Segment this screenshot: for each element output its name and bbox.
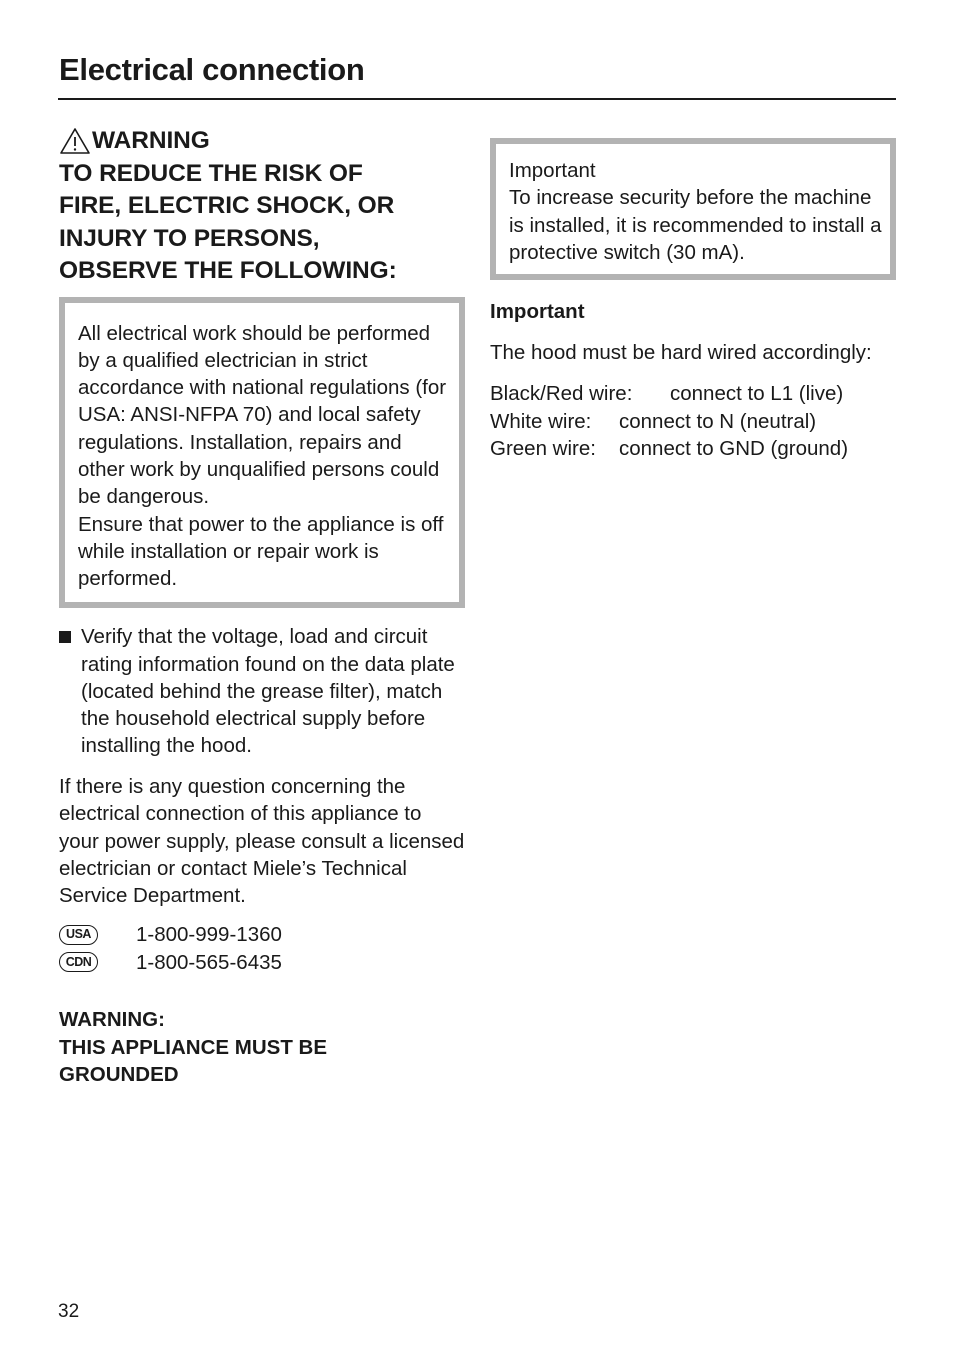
wire-list: [490, 380, 896, 461]
warning-line: INJURY TO PERSONS,: [59, 224, 320, 252]
grounding-warning-line: THIS APPLIANCE MUST BE: [59, 1035, 328, 1059]
wire-row: [490, 408, 896, 435]
notice-text: To increase security before the machine is installed, it is recommended to install a protective switch (30 mA).: [509, 186, 882, 264]
phone-number: 1-800-565-6435: [136, 950, 282, 974]
wire-row: [490, 380, 896, 407]
grounding-warning-line: GROUNDED: [59, 1063, 179, 1087]
notice-text-power-off: Ensure that power to the appliance is off while installation or repair work is performed.: [78, 512, 444, 591]
wire-row: [490, 435, 896, 462]
page-number: 32: [58, 1301, 80, 1322]
wire-connection: connect to L1 (live): [670, 382, 844, 406]
warning-line: TO REDUCE THE RISK OF: [59, 159, 363, 187]
right-column: [490, 138, 896, 462]
wire-label: Black/Red wire:: [490, 382, 633, 406]
warning-line: OBSERVE THE FOLLOWING:: [59, 257, 397, 284]
notice-text-qualified: All electrical work should be performed by a qualified electrician in strict accordance with national regulations (for USA: ANSI-NFPA 70) and local safety regulations. Installation, repairs and other work by unqualified persons could be dangerous.: [78, 321, 447, 509]
wire-label: White wire:: [490, 409, 592, 433]
contact-paragraph: If there is any question concerning the electrical connection of this appliance to your power supply, please consult a licensed electrician or contact Miele’s Technical Service Department.: [59, 774, 465, 908]
protective-switch-notice-box: [490, 138, 896, 280]
wire-connection: connect to N (neutral): [619, 409, 817, 433]
wire-connection: connect to GND (ground): [619, 436, 849, 460]
warning-label: WARNING: [92, 127, 210, 154]
country-badge-icon: USA: [59, 925, 98, 945]
phone-number: 1-800-999-1360: [136, 923, 282, 947]
phone-list: [59, 921, 465, 976]
electrical-work-notice-box: [59, 297, 465, 609]
hard-wire-paragraph: The hood must be hard wired accordingly:: [490, 341, 872, 365]
grounding-warning-line: WARNING:: [59, 1008, 165, 1032]
grounding-warning: [59, 1006, 465, 1089]
left-column: [59, 125, 465, 1089]
bullet-square-icon: [59, 631, 71, 643]
phone-row-usa: [59, 921, 465, 948]
important-heading: Important: [490, 300, 585, 324]
warning-line: FIRE, ELECTRIC SHOCK, OR: [59, 192, 395, 219]
country-badge-icon: CDN: [59, 952, 98, 972]
bullet-text: Verify that the voltage, load and circuit rating information found on the data plate (located behind the grease filter), match the household electrical supply before installing the hood.: [81, 625, 455, 757]
notice-title: Important: [509, 159, 596, 182]
warning-triangle-icon: [59, 127, 91, 155]
phone-row-cdn: [59, 949, 465, 976]
title-divider: [58, 98, 896, 100]
page-title: Electrical connection: [59, 52, 365, 87]
warning-heading: [59, 125, 465, 288]
wire-label: Green wire:: [490, 436, 596, 460]
list-item: [59, 623, 465, 758]
